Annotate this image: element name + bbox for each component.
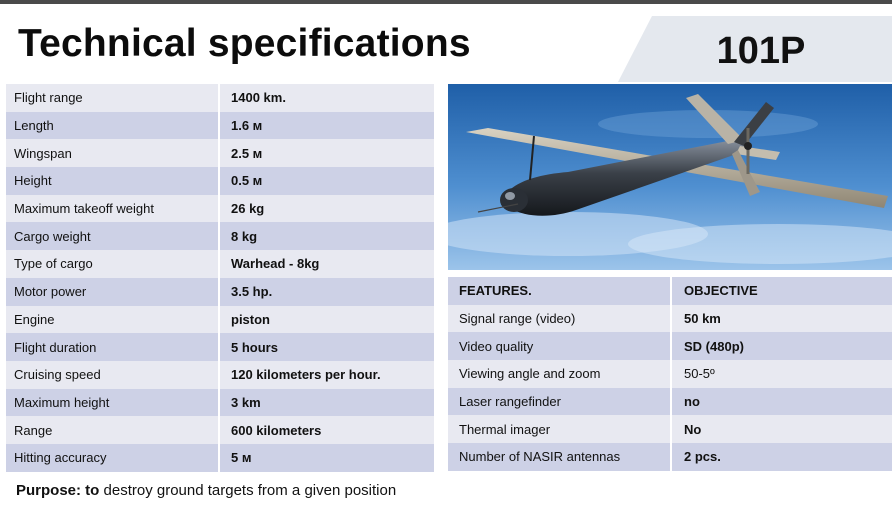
page-title: Technical specifications (18, 22, 471, 65)
spec-value: 26 kg (218, 195, 434, 223)
spec-label: Motor power (6, 278, 218, 306)
spec-row (6, 222, 434, 250)
spec-value: 5 м (218, 444, 434, 472)
objective-header: OBJECTIVE (670, 277, 892, 305)
spec-row (6, 167, 434, 195)
purpose-prefix: Purpose: to (16, 482, 100, 499)
features-header: FEATURES. (448, 277, 670, 305)
spec-row (6, 195, 434, 223)
spec-row (6, 84, 434, 112)
spec-value: 1.6 м (218, 112, 434, 140)
spec-label: Range (6, 416, 218, 444)
spec-row (6, 278, 434, 306)
features-header-row (448, 277, 892, 305)
spec-value: 5 hours (218, 333, 434, 361)
purpose-line (16, 482, 396, 499)
feature-value: 50-5º (670, 360, 892, 388)
feature-label: Video quality (448, 332, 670, 360)
spec-row (6, 389, 434, 417)
spec-value: Warhead - 8kg (218, 250, 434, 278)
spec-label: Type of cargo (6, 250, 218, 278)
feature-label: Thermal imager (448, 415, 670, 443)
spec-row (6, 112, 434, 140)
spec-label: Length (6, 112, 218, 140)
feature-row (448, 388, 892, 416)
spec-label: Cruising speed (6, 361, 218, 389)
feature-row (448, 443, 892, 471)
spec-row (6, 250, 434, 278)
spec-label: Flight duration (6, 333, 218, 361)
feature-label: Signal range (video) (448, 305, 670, 333)
feature-row (448, 415, 892, 443)
feature-value: SD (480p) (670, 332, 892, 360)
feature-value: 2 pcs. (670, 443, 892, 471)
spec-label: Cargo weight (6, 222, 218, 250)
spec-label: Engine (6, 306, 218, 334)
spec-value: 1400 km. (218, 84, 434, 112)
spec-value: 3 km (218, 389, 434, 417)
spec-value: 3.5 hp. (218, 278, 434, 306)
features-table (448, 277, 892, 471)
spec-row (6, 416, 434, 444)
spec-value: piston (218, 306, 434, 334)
spec-row (6, 444, 434, 472)
feature-label: Number of NASIR antennas (448, 443, 670, 471)
spec-label: Maximum height (6, 389, 218, 417)
spec-row (6, 333, 434, 361)
specifications-table (6, 84, 434, 472)
feature-label: Viewing angle and zoom (448, 360, 670, 388)
feature-value: No (670, 415, 892, 443)
spec-value: 0.5 м (218, 167, 434, 195)
feature-row (448, 360, 892, 388)
spec-value: 8 kg (218, 222, 434, 250)
spec-row (6, 306, 434, 334)
feature-row (448, 305, 892, 333)
spec-value: 120 kilometers per hour. (218, 361, 434, 389)
spec-label: Maximum takeoff weight (6, 195, 218, 223)
feature-value: 50 km (670, 305, 892, 333)
spec-value: 600 kilometers (218, 416, 434, 444)
top-border-line (0, 0, 892, 4)
feature-label: Laser rangefinder (448, 388, 670, 416)
feature-row (448, 332, 892, 360)
spec-row (6, 361, 434, 389)
purpose-text: destroy ground targets from a given position (99, 482, 397, 499)
model-label: 101P (716, 30, 806, 72)
drone-photo (448, 84, 892, 270)
feature-value: no (670, 388, 892, 416)
spec-label: Hitting accuracy (6, 444, 218, 472)
spec-label: Height (6, 167, 218, 195)
spec-label: Wingspan (6, 139, 218, 167)
spec-label: Flight range (6, 84, 218, 112)
spec-row (6, 139, 434, 167)
spec-value: 2.5 м (218, 139, 434, 167)
